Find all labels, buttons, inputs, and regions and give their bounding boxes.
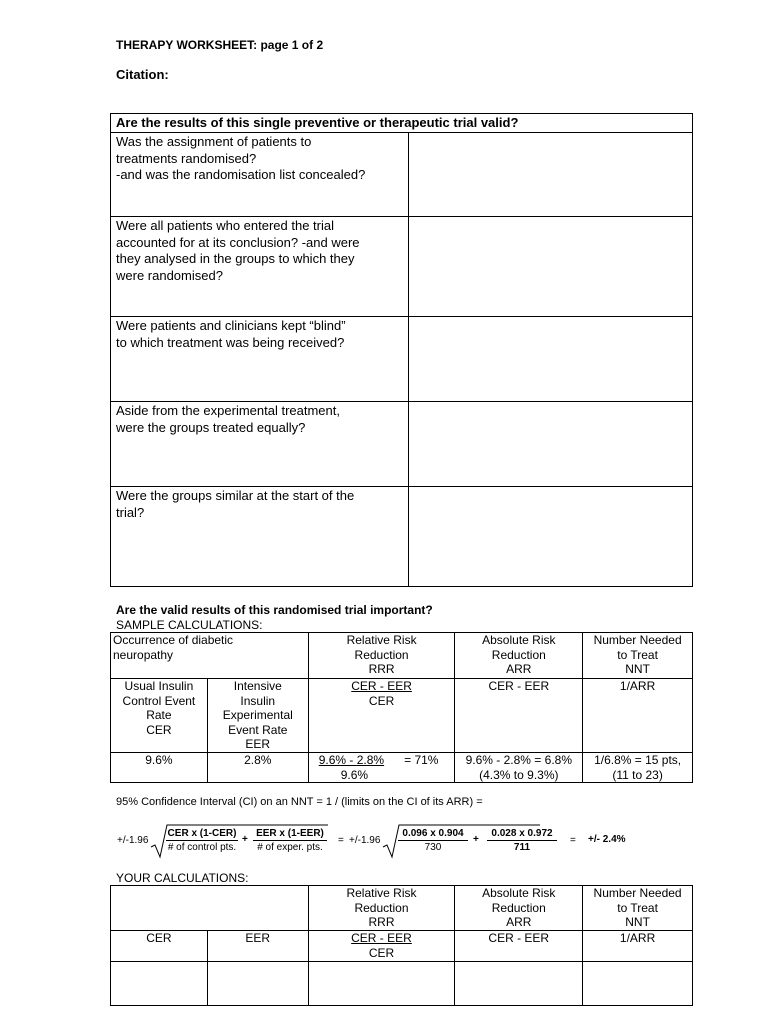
formula-term-cer-den: # of control pts. [167, 842, 237, 853]
formula-term-eer-num: EER x (1-EER) [253, 828, 327, 841]
validity-row-accounted [111, 217, 692, 317]
arr-header: Absolute Risk Reduction ARR [455, 633, 583, 679]
importance-heading: Are the valid results of this randomised trial important? [116, 603, 433, 617]
nnt-calculation [583, 753, 693, 783]
eer-value: 2.8% [207, 753, 308, 783]
formula-equals-2: = [570, 835, 576, 846]
validity-row-treated-equally [111, 402, 692, 487]
validity-row-blind [111, 317, 692, 402]
your-rrr-formula [308, 931, 455, 962]
question-randomisation: Was the assignment of patients to treatments randomised? -and was the randomisation list concealed? [111, 133, 409, 216]
rrr-header: Relative Risk Reduction RRR [308, 633, 455, 679]
arr-calc-value: 9.6% - 2.8% = 6.8% [465, 753, 573, 767]
nnt-calc-value: 1/6.8% = 15 pts, [594, 753, 682, 767]
formula-equals-1: = [338, 835, 344, 846]
sample-calculations-table [110, 632, 693, 783]
validity-row-randomisation [111, 133, 692, 217]
worksheet-title: THERAPY WORKSHEET: page 1 of 2 [116, 38, 324, 52]
your-calculations-table [110, 885, 693, 1006]
your-rrr-formula-denominator: CER [368, 945, 395, 960]
answer-treated-equally[interactable] [409, 402, 692, 486]
your-arr-value[interactable] [455, 962, 583, 1006]
formula-plus-1: + [242, 834, 248, 845]
rrr-calc-denominator: 9.6% [340, 767, 369, 782]
question-accounted: Were all patients who entered the trial accounted for at its conclusion? -and were they analysed in the groups to which they were randomised? [111, 217, 409, 316]
your-nnt-formula: 1/ARR [583, 931, 693, 962]
your-cer-value[interactable] [111, 962, 208, 1006]
answer-randomisation[interactable] [409, 133, 692, 216]
formula-term-sample-eer-den: 711 [513, 842, 531, 853]
formula-prefix-2: +/-1.96 [349, 835, 381, 846]
ci-description: 95% Confidence Interval (CI) on an NNT = 1 / (limits on the CI of its ARR) = [116, 796, 483, 808]
rrr-calc-result: = 71% [404, 753, 439, 767]
your-occurrence-cell[interactable] [111, 886, 309, 931]
formula-term-cer-num: CER x (1-CER) [167, 828, 237, 839]
formula-result: +/- 2.4% [588, 834, 626, 845]
formula-term-sample-eer-num: 0.028 x 0.972 [487, 828, 557, 841]
question-blind: Were patients and clinicians kept “blind” to which treatment was being received? [111, 317, 409, 401]
formula-term-sample-eer [487, 828, 557, 853]
formula-term-cer [166, 828, 238, 853]
answer-accounted[interactable] [409, 217, 692, 316]
sample-calculations-label: SAMPLE CALCULATIONS: [116, 618, 263, 632]
your-rrr-value[interactable] [308, 962, 455, 1006]
your-rrr-header: Relative Risk Reduction RRR [308, 886, 455, 931]
nnt-calc-ci: (11 to 23) [612, 767, 663, 782]
cer-value: 9.6% [111, 753, 208, 783]
formula-term-sample-cer [398, 828, 468, 853]
your-rrr-formula-numerator: CER - EER [351, 931, 412, 945]
your-eer-header: EER [207, 931, 308, 962]
rrr-calculation [308, 753, 455, 783]
your-cer-header: CER [111, 931, 208, 962]
answer-similar-start[interactable] [409, 487, 692, 586]
answer-blind[interactable] [409, 317, 692, 401]
your-nnt-value[interactable] [583, 962, 693, 1006]
arr-formula: CER - EER [455, 679, 583, 753]
your-eer-value[interactable] [207, 962, 308, 1006]
arr-calculation [455, 753, 583, 783]
your-calculations-label: YOUR CALCULATIONS: [116, 871, 249, 885]
your-arr-formula: CER - EER [455, 931, 583, 962]
rrr-formula-denominator: CER [368, 693, 395, 708]
formula-term-eer-den: # of exper. pts. [257, 842, 323, 853]
formula-prefix: +/-1.96 [117, 835, 149, 846]
formula-term-eer [253, 828, 327, 853]
your-arr-header: Absolute Risk Reduction ARR [455, 886, 583, 931]
arr-calc-ci: (4.3% to 9.3%) [479, 767, 559, 782]
eer-header: Intensive Insulin Experimental Event Rate EER [207, 679, 308, 753]
question-treated-equally: Aside from the experimental treatment, were the groups treated equally? [111, 402, 409, 486]
nnt-header: Number Needed to Treat NNT [583, 633, 693, 679]
occurrence-header: Occurrence of diabetic neuropathy [111, 633, 309, 679]
rrr-formula-numerator: CER - EER [351, 679, 412, 693]
citation-label: Citation: [116, 67, 169, 82]
formula-term-sample-cer-num: 0.096 x 0.904 [398, 828, 468, 841]
formula-term-sample-cer-den: 730 [424, 842, 442, 853]
cer-header: Usual Insulin Control Event Rate CER [111, 679, 208, 753]
validity-table [110, 113, 693, 587]
rrr-calc-numerator: 9.6% - 2.8% [318, 753, 385, 767]
validity-row-similar-start [111, 487, 692, 586]
formula-plus-2: + [473, 834, 479, 845]
your-nnt-header: Number Needed to Treat NNT [583, 886, 693, 931]
nnt-formula: 1/ARR [583, 679, 693, 753]
validity-heading: Are the results of this single preventive or therapeutic trial valid? [111, 114, 692, 133]
rrr-formula [308, 679, 455, 753]
question-similar-start: Were the groups similar at the start of the trial? [111, 487, 409, 586]
